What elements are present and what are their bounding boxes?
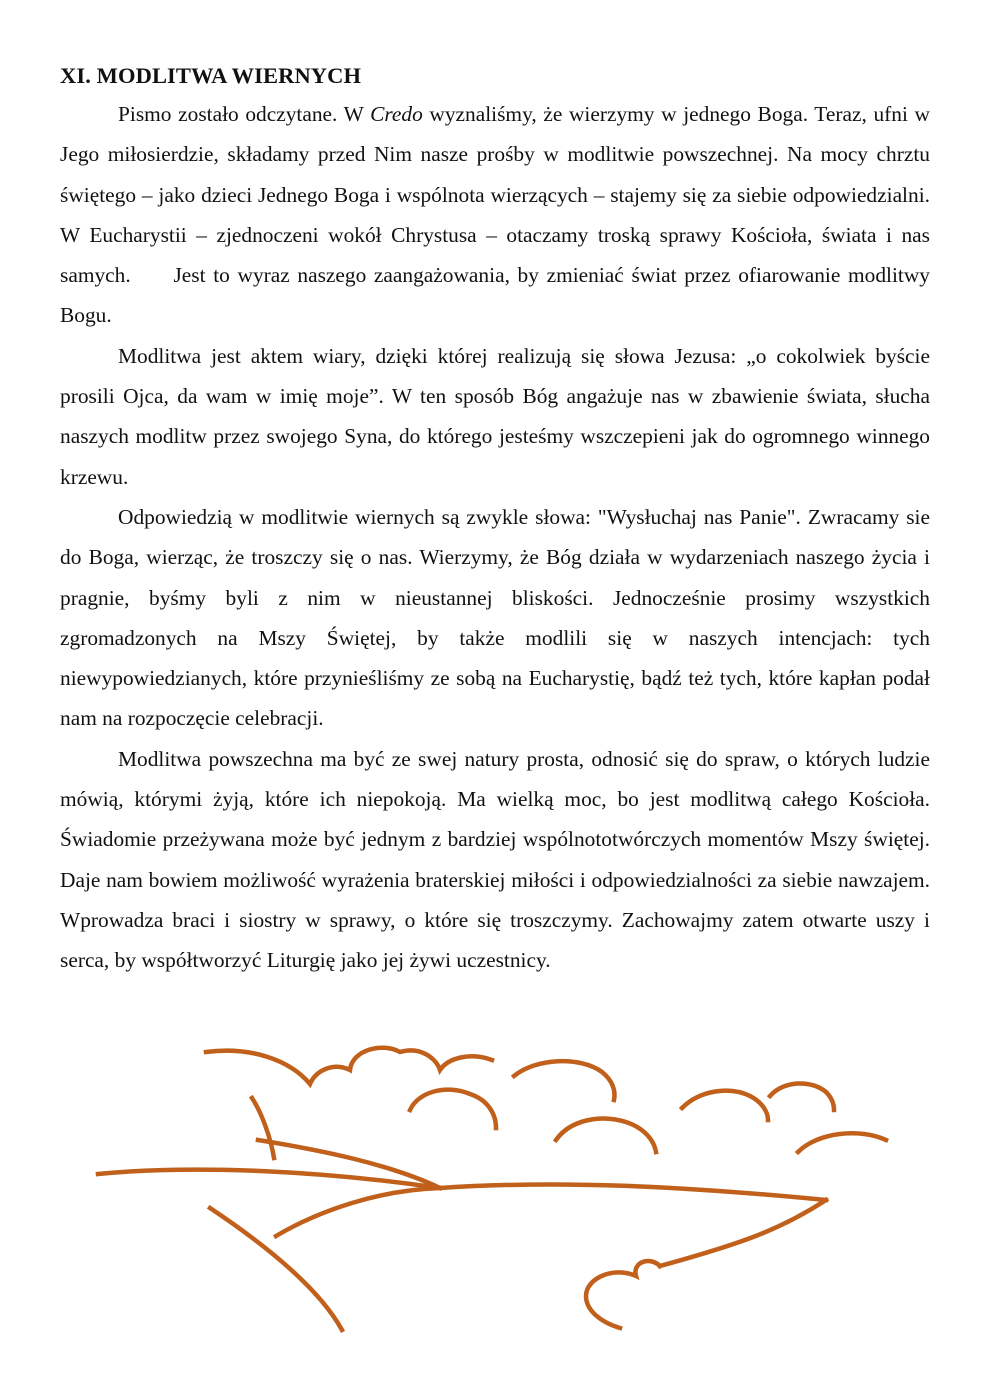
paragraph-1 (60, 94, 930, 336)
wave-curl-icon (586, 1261, 660, 1328)
cloud-arc-6-icon (798, 1133, 886, 1152)
hull-top-icon (98, 1170, 826, 1200)
ship-and-clouds-icon (0, 1040, 990, 1340)
mast-line-icon (252, 1098, 274, 1158)
paragraph-3: Odpowiedzią w modlitwie wiernych są zwykle słowa: "Wysłuchaj nas Panie". Zwracamy sie do Boga, wierząc, że troszczy się o nas. Wierzymy, że Bóg działa w wydarzeniach naszego życia i pragnie, byśmy byli z nim w nieustannej bliskości. Jednocześnie prosimy wszystkich zgromadzonych na Mszy Świętej, by także modlili się w naszych intencjach: tych niewypowiedzianych, które przynieśliśmy ze sobą na Eucharystię, bądź też tych, które kapłan podał nam na rozpoczęcie celebracji. (60, 504, 930, 731)
paragraph-1-start: Pismo zostało odczytane. W (118, 102, 371, 126)
paragraph-1-rest: wyznaliśmy, że wierzymy w jednego Boga. Teraz, ufni w Jego miłosierdzie, składamy przed Nim nasze prośby w modlitwie powszechnej. Na mocy chrztu świętego – jako dzieci Jednego Boga i wspólnota wierzących – stajemy się za siebie odpowiedzialni. W Eucharystii – zjednoczeni wokół Chrystusa – otaczamy troską sprawy Kościoła, świata i nas samych. Jest to wyraz naszego zaangażowania, by zmieniać świat przez ofiarowanie modlitwy Bogu. (60, 102, 930, 328)
cloud-arc-1-icon (410, 1090, 496, 1128)
cloud-left-icon (206, 1048, 492, 1084)
cloud-arc-5-icon (770, 1083, 834, 1110)
section-heading: XI. MODLITWA WIERNYCH (60, 63, 362, 88)
document-page (60, 58, 930, 981)
credo-term: Credo (370, 102, 423, 126)
sail-top-icon (258, 1140, 440, 1188)
cloud-arc-3-icon (556, 1119, 656, 1152)
sail-bottom-icon (276, 1188, 440, 1236)
cloud-arc-4-icon (682, 1091, 768, 1120)
cloud-arc-2-icon (514, 1061, 615, 1100)
paragraph-4: Modlitwa powszechna ma być ze swej natury prosta, odnosić się do spraw, o których ludzie mówią, którymi żyją, które ich niepokoją. Ma wielką moc, bo jest modlitwą całego Kościoła. Świadomie przeżywana może być jednym z bardziej wspólnototwórczych momentów Mszy świętej. Daje nam bowiem możliwość wyrażenia braterskiej miłości i odpowiedzialności za siebie nawzajem. Wprowadza braci i siostry w sprawy, o które się troszczymy. Zachowajmy zatem otwarte uszy i serca, by współtworzyć Liturgię jako jej żywi uczestnicy. (60, 746, 930, 973)
hull-left-icon (210, 1208, 342, 1330)
hull-front-icon (660, 1200, 826, 1266)
paragraph-2: Modlitwa jest aktem wiary, dzięki której realizują się słowa Jezusa: „o cokolwiek byście prosili Ojca, da wam w imię moje”. W ten sposób Bóg angażuje nas w zbawienie świata, słucha naszych modlitw przez swojego Syna, do którego jesteśmy wszczepieni jak do ogromnego winnego krzewu. (60, 343, 930, 489)
